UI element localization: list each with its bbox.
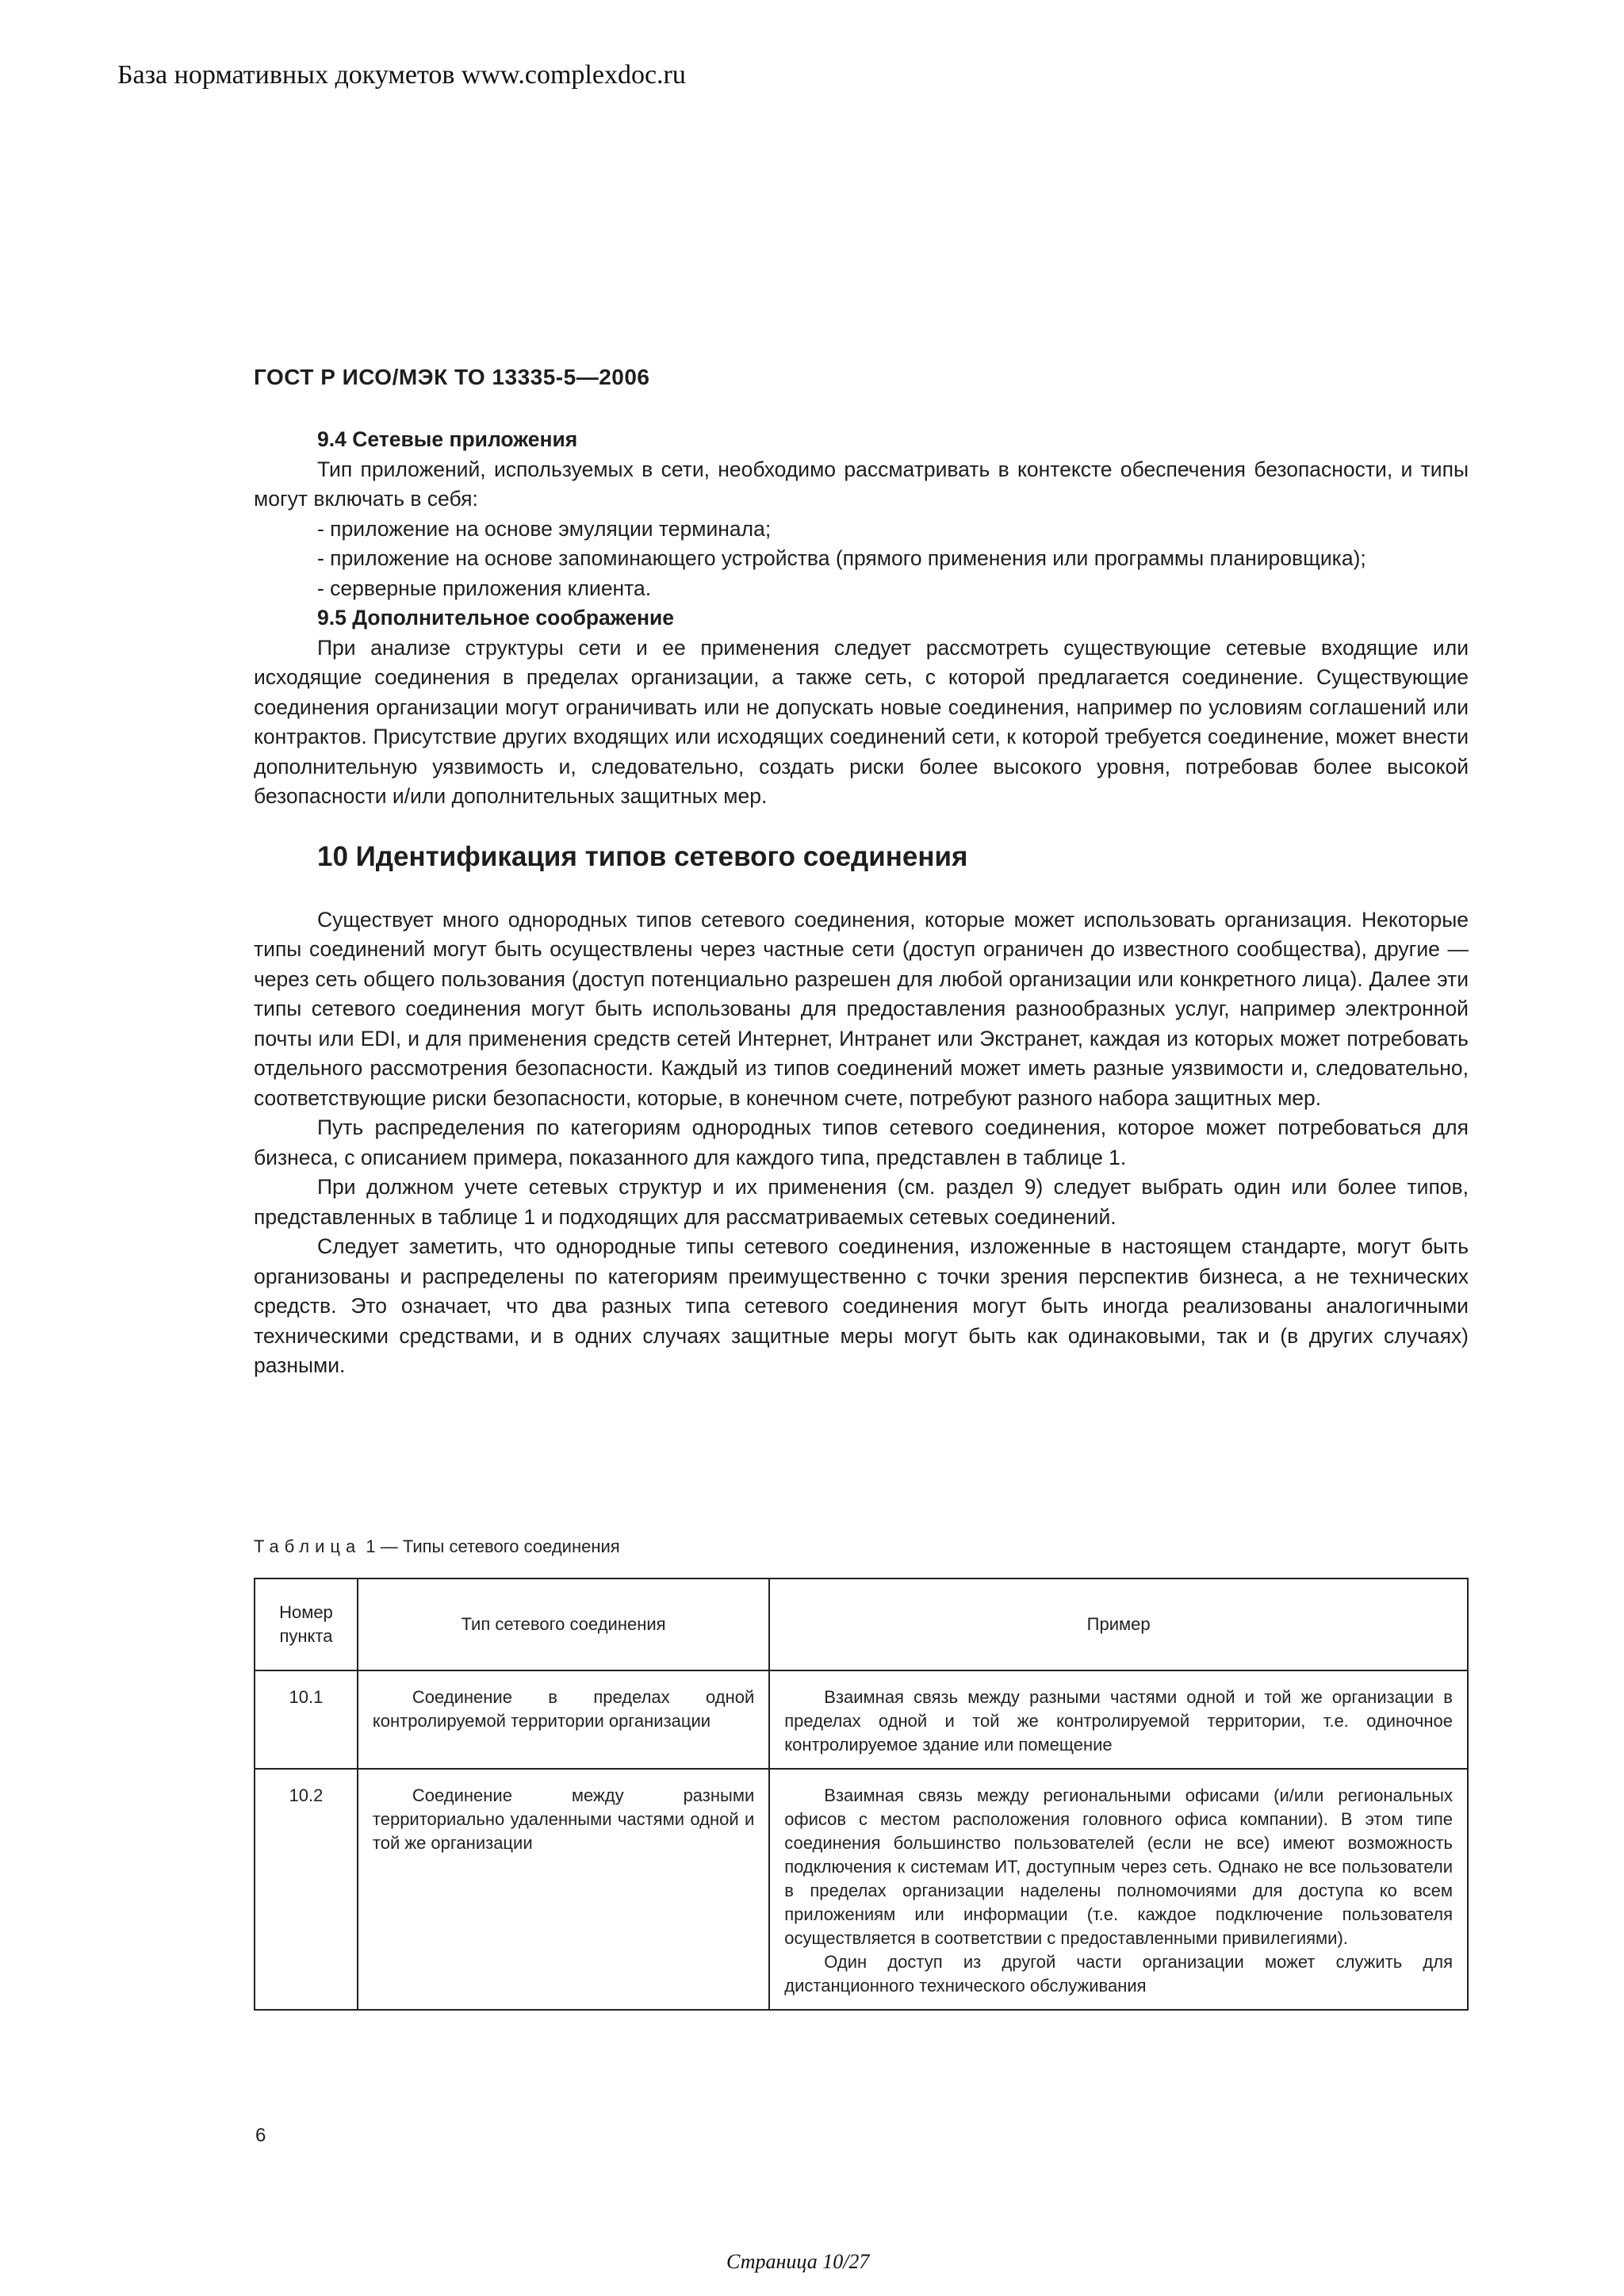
row-type-text: Соединение между разными территориально удаленными частями одной и той же организации — [372, 1785, 755, 1853]
row-type-text: Соединение в пределах одной контролируемой территории организации — [372, 1687, 755, 1731]
row-example-text: Взаимная связь между разными частями одной и той же организации в пределах одной и той же контролируемой территории, т.е. одиночное контролируемое здание или помещение — [784, 1687, 1453, 1755]
watermark-text: База нормативных докуметов www.complexdoc.ru — [117, 60, 686, 90]
row-example-text-2: Один доступ из другой части организации может служить для дистанционного технического обслуживания — [784, 1952, 1453, 1996]
section-10-paragraph: Путь распределения по категориям однородных типов сетевого соединения, которое может потребоваться для бизнеса, с описанием примера, показанного для каждого типа, представлен в таблице 1. — [254, 1115, 1469, 1169]
page-number: 6 — [255, 2125, 266, 2146]
table-row — [255, 1670, 1468, 1769]
list-item: - серверные приложения клиента. — [317, 576, 652, 600]
table-caption — [254, 1536, 620, 1557]
section-10-heading: 10 Идентификация типов сетевого соединения — [317, 840, 968, 872]
page-footer: Страница 10/27 — [726, 2250, 870, 2273]
row-example — [769, 1670, 1468, 1769]
section-9-4-heading: 9.4 Сетевые приложения — [317, 427, 578, 451]
header-example: Пример — [769, 1578, 1468, 1670]
section-10-paragraph: Существует много однородных типов сетевого соединения, которые может использовать организация. Некоторые типы соединений могут быть осуществлены через частные сети (доступ ограничен до известного сообщества), другие — через сеть общего пользования (доступ потенциально разрешен для любой организации или конкретного лица). Далее эти типы сетевого соединения могут быть использованы для предоставления разнообразных услуг, например электронной почты или EDI, и для применения средств сетей Интернет, Интранет или Экстранет, каждая из которых может потребовать отдельного рассмотрения безопасности. Каждый из типов соединений может иметь разные уязвимости и, следовательно, соответствующие риски безопасности, которые, в конечном счете, потребуют разного набора защитных мер. — [254, 907, 1469, 1110]
document-header: ГОСТ Р ИСО/МЭК ТО 13335-5—2006 — [254, 365, 650, 389]
row-number: 10.2 — [255, 1769, 358, 2010]
row-type — [358, 1670, 769, 1769]
row-example-text: Взаимная связь между региональными офисами (и/или региональных офисов с местом расположения головного офиса компании). В этом типе соединения большинство пользователей (если не все) имеют возможность подключения к системам ИТ, доступным через сеть. Однако не все пользователи в пределах организации наделены полномочиями для доступа ко всем приложениям или информации (т.е. каждое подключение пользователя осуществляется в соответствии с предоставленными привилегиями). — [784, 1785, 1453, 1948]
main-content — [254, 425, 1469, 1381]
section-9-5-heading: 9.5 Дополнительное соображение — [317, 606, 675, 629]
header-connection-type: Тип сетевого соединения — [358, 1578, 769, 1670]
table-header-row — [255, 1578, 1468, 1670]
list-item: - приложение на основе запоминающего устройства (прямого применения или программы планировщика); — [317, 546, 1366, 570]
table-row — [255, 1769, 1468, 2010]
section-9-4-intro: Тип приложений, используемых в сети, необходимо рассматривать в контексте обеспечения безопасности, и типы могут включать в себя: — [254, 457, 1469, 511]
section-10-paragraph: При должном учете сетевых структур и их применения (см. раздел 9) следует выбрать один или более типов, представленных в таблице 1 и подходящих для рассматриваемых сетевых соединений. — [254, 1175, 1469, 1229]
row-number: 10.1 — [255, 1670, 358, 1769]
table-caption-title: 1 — Типы сетевого соединения — [366, 1536, 620, 1556]
section-10-paragraph: Следует заметить, что однородные типы сетевого соединения, изложенные в настоящем стандарте, могут быть организованы и распределены по категориям преимущественно с точки зрения перспектив бизнеса, а не технических средств. Это означает, что два разных типа сетевого соединения могут быть иногда реализованы аналогичными техническими средствами, и в одних случаях защитные меры могут быть как одинаковыми, так и (в других случаях) разными. — [254, 1234, 1469, 1377]
table-caption-label: Таблица — [254, 1536, 362, 1556]
row-example — [769, 1769, 1468, 2010]
row-type — [358, 1769, 769, 2010]
header-item-number: Номер пункта — [255, 1578, 358, 1670]
section-9-5-text: При анализе структуры сети и ее применения следует рассмотреть существующие сетевые входящие или исходящие соединения в пределах организации, а также сеть, с которой предлагается соединение. Существующие соединения организации могут ограничивать или не допускать новые соединения, например по условиям соглашений или контрактов. Присутствие других входящих или исходящих соединений сети, к которой требуется соединение, может внести дополнительную уязвимость и, следовательно, создать риски более высокого уровня, потребовав более высокой безопасности и/или дополнительных защитных мер. — [254, 635, 1469, 808]
list-item: - приложение на основе эмуляции терминала; — [317, 516, 772, 541]
connection-types-table — [254, 1578, 1469, 2011]
